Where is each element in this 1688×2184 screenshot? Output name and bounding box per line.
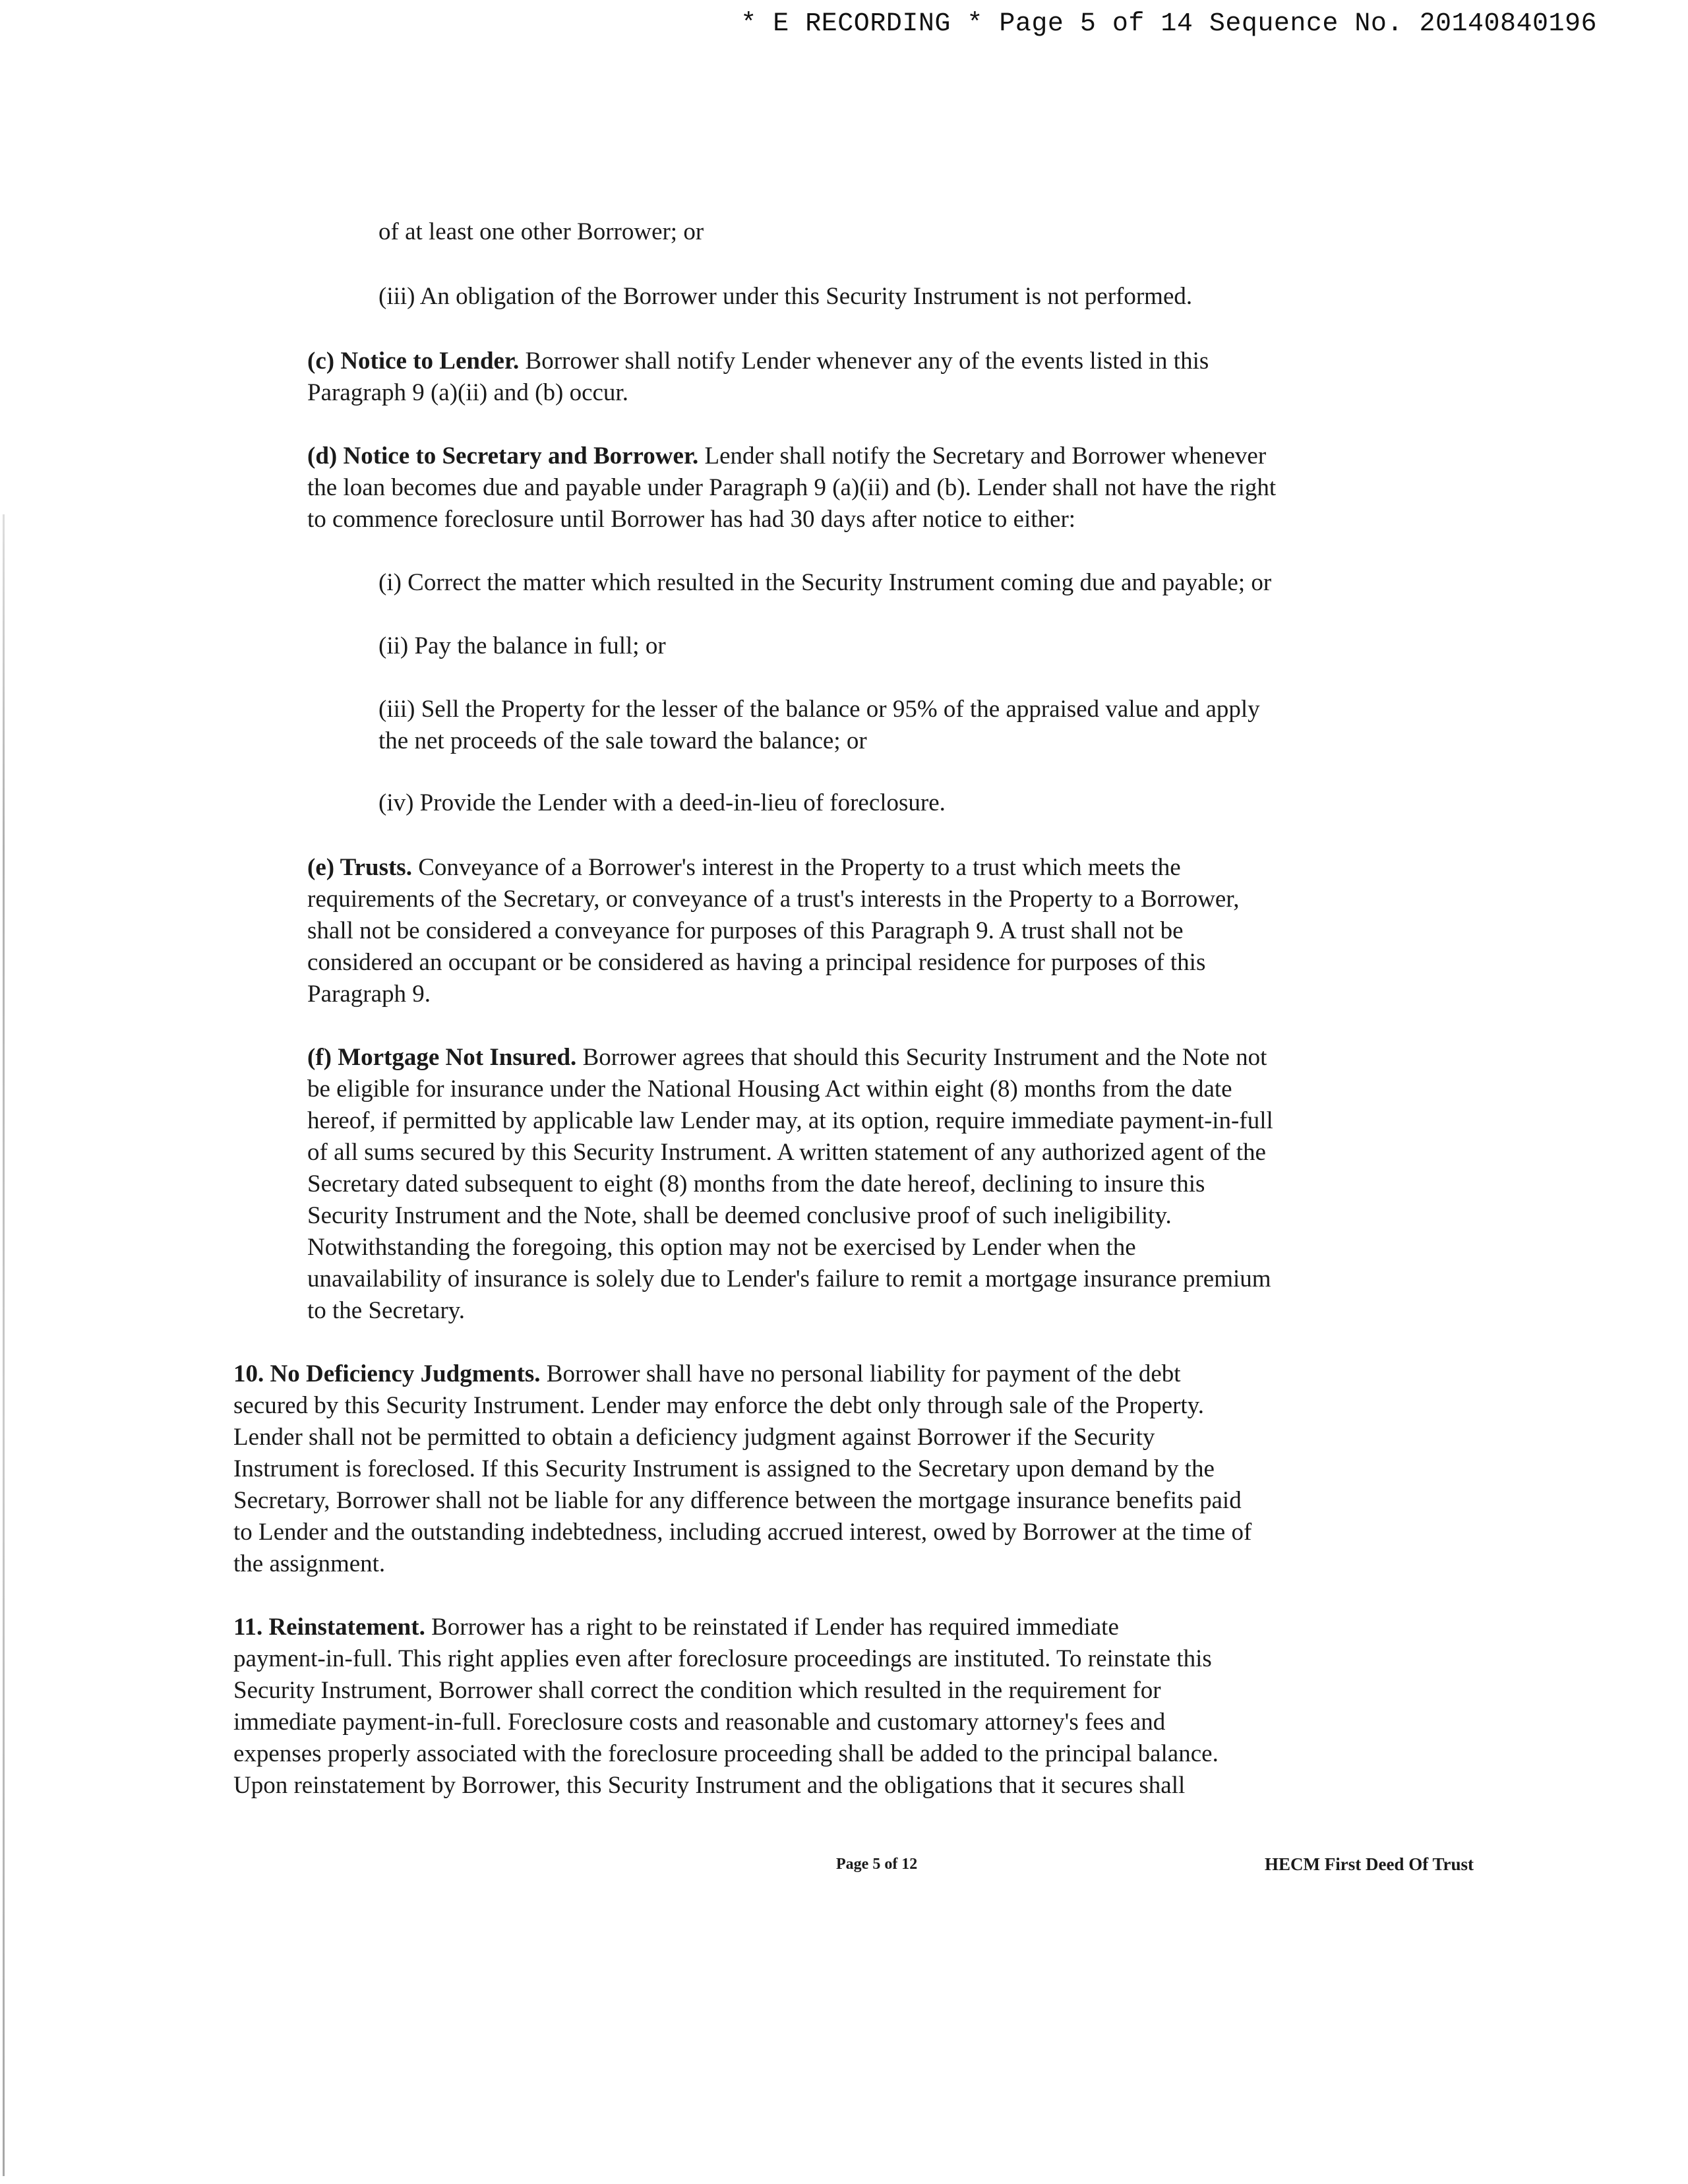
text-line: Secretary, Borrower shall not be liable for any difference between the mortgage insurance benefits paid (233, 1487, 1242, 1514)
text-line: Security Instrument and the Note, shall be deemed conclusive proof of such ineligibility. (307, 1202, 1172, 1229)
text-line: considered an occupant or be considered as having a principal residence for purposes of this (307, 949, 1206, 976)
paragraph-mortgage-not-insured (307, 1042, 1273, 1327)
text-line: secured by this Security Instrument. Lender may enforce the debt only through sale of the Property. (233, 1392, 1205, 1419)
text-line: the net proceeds of the sale toward the balance; or (378, 727, 867, 754)
paragraph-option-i (378, 567, 1271, 599)
text-line: the assignment. (233, 1550, 386, 1577)
text-segment: Borrower has a right to be reinstated if Lender has required immediate (425, 1614, 1119, 1641)
text-line: (iv) Provide the Lender with a deed-in-lieu of foreclosure. (378, 789, 946, 816)
text-line: immediate payment-in-full. Foreclosure costs and reasonable and customary attorney's fees and (233, 1709, 1166, 1736)
text-line (307, 440, 1276, 472)
text-segment: Conveyance of a Borrower's interest in the Property to a trust which meets the (411, 854, 1181, 881)
paragraph-trusts (307, 852, 1239, 1010)
text-line: unavailability of insurance is solely due to Lender's failure to remit a mortgage insurance premium (307, 1265, 1271, 1292)
text-line: of all sums secured by this Security Instrument. A written statement of any authorized agent of the (307, 1139, 1266, 1166)
text-line: Paragraph 9 (a)(ii) and (b) occur. (307, 379, 628, 406)
text-line: Notwithstanding the foregoing, this option may not be exercised by Lender when the (307, 1234, 1136, 1261)
paragraph-option-ii (378, 630, 666, 662)
text-line: (ii) Pay the balance in full; or (378, 632, 666, 659)
paragraph-no-deficiency-judgments (233, 1358, 1251, 1580)
paragraph-heading: (f) Mortgage Not Insured. (307, 1044, 577, 1071)
text-line: Paragraph 9. (307, 981, 431, 1008)
text-line: Security Instrument, Borrower shall correct the condition which resulted in the requirement for (233, 1677, 1161, 1704)
text-line: requirements of the Secretary, or conveyance of a trust's interests in the Property to a Borrower, (307, 886, 1240, 913)
paragraph-heading: (c) Notice to Lender. (307, 348, 520, 375)
text-segment: Borrower shall have no personal liability for payment of the debt (540, 1360, 1181, 1387)
paragraph-reinstatement (233, 1612, 1219, 1802)
text-line: Upon reinstatement by Borrower, this Security Instrument and the obligations that it secures shall (233, 1772, 1186, 1799)
paragraph-heading: (d) Notice to Secretary and Borrower. (307, 442, 699, 470)
text-segment: Borrower shall notify Lender whenever any of the events listed in this (519, 348, 1209, 375)
text-line (307, 852, 1239, 884)
text-line: to commence foreclosure until Borrower has had 30 days after notice to either: (307, 506, 1076, 533)
paragraph-heading: 11. Reinstatement. (233, 1614, 425, 1641)
paragraph-heading: 10. No Deficiency Judgments. (233, 1360, 541, 1387)
text-line (233, 1612, 1219, 1643)
text-line: Instrument is foreclosed. If this Security Instrument is assigned to the Secretary upon demand by the (233, 1455, 1215, 1482)
text-line: expenses properly associated with the foreclosure proceeding shall be added to the principal balance. (233, 1740, 1219, 1767)
text-line: (iii) An obligation of the Borrower under this Security Instrument is not performed. (378, 283, 1193, 310)
text-line: to Lender and the outstanding indebtedness, including accrued interest, owed by Borrower at the time of (233, 1519, 1252, 1546)
text-line (307, 1042, 1273, 1074)
recording-stamp: * E RECORDING * Page 5 of 14 Sequence No. 20140840196 (740, 9, 1597, 39)
paragraph-notice-to-secretary (307, 440, 1276, 535)
paragraph-option-iii (378, 694, 1260, 757)
text-line: (i) Correct the matter which resulted in the Security Instrument coming due and payable; or (378, 569, 1272, 596)
text-segment: Lender shall notify the Secretary and Borrower whenever (698, 442, 1267, 470)
text-line: Secretary dated subsequent to eight (8) months from the date hereof, declining to insure this (307, 1170, 1205, 1198)
text-line (233, 1358, 1251, 1390)
text-line: payment-in-full. This right applies even after foreclosure proceedings are instituted. To reinstate this (233, 1645, 1212, 1672)
paragraph-option-iv (378, 787, 946, 819)
text-line: of at least one other Borrower; or (378, 218, 704, 245)
text-line: hereof, if permitted by applicable law Lender may, at its option, require immediate payment-in-full (307, 1107, 1273, 1134)
text-line: Lender shall not be permitted to obtain a deficiency judgment against Borrower if the Security (233, 1424, 1155, 1451)
footer-page-number: Page 5 of 12 (836, 1856, 918, 1873)
paragraph-notice-to-lender (307, 346, 1209, 409)
text-line: the loan becomes due and payable under Paragraph 9 (a)(ii) and (b). Lender shall not have the right (307, 474, 1277, 501)
text-line: be eligible for insurance under the National Housing Act within eight (8) months from the date (307, 1076, 1232, 1103)
footer-form-title: HECM First Deed Of Trust (1265, 1854, 1474, 1874)
text-line: (iii) Sell the Property for the lesser of the balance or 95% of the appraised value and apply (378, 696, 1260, 723)
paragraph-heading: (e) Trusts. (307, 854, 412, 881)
text-segment: Borrower agrees that should this Security Instrument and the Note not (576, 1044, 1267, 1071)
paragraph-item-iii (378, 281, 1192, 313)
scan-edge-shadow (3, 514, 5, 2176)
paragraph-continuation (378, 216, 704, 248)
text-line: to the Secretary. (307, 1297, 466, 1324)
text-line: shall not be considered a conveyance for purposes of this Paragraph 9. A trust shall not be (307, 917, 1184, 944)
text-line (307, 346, 1209, 377)
